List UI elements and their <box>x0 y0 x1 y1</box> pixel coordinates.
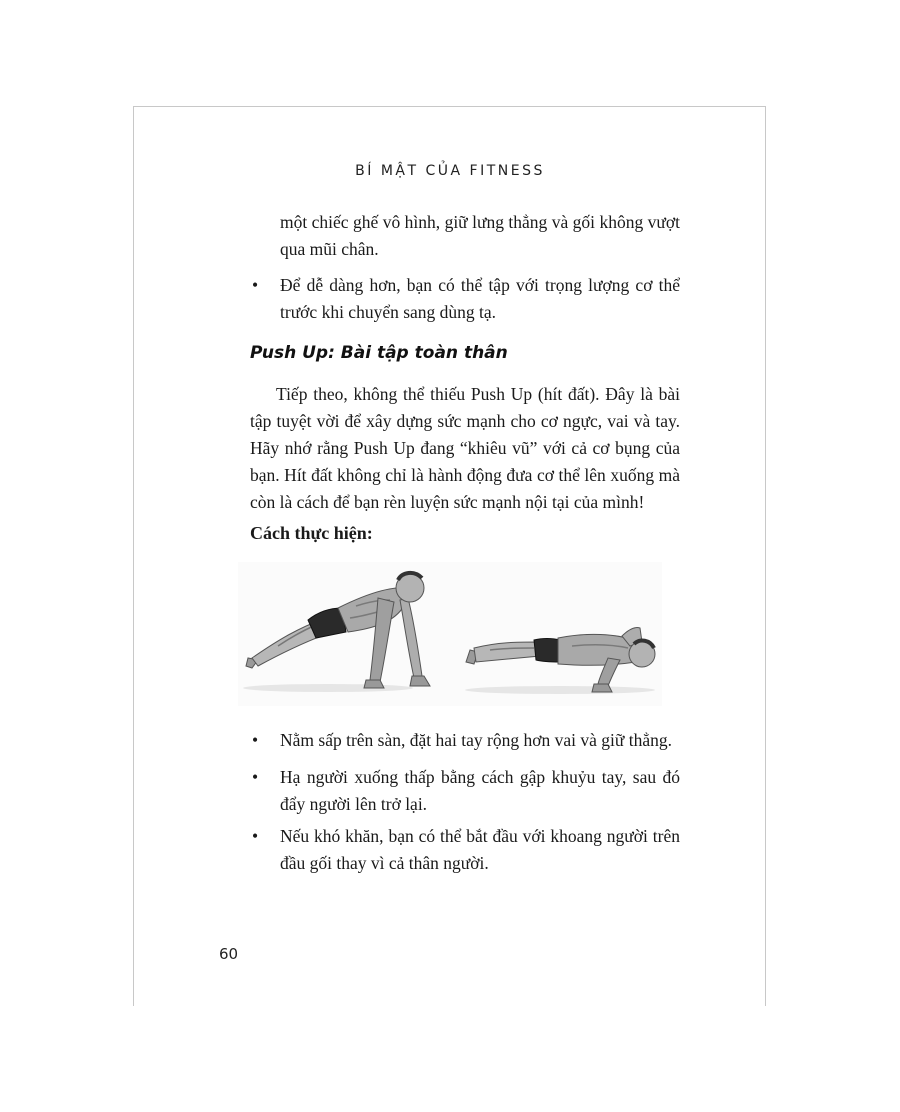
bullet-icon: • <box>252 730 259 750</box>
list-item <box>250 764 680 818</box>
bullet-icon: • <box>252 275 259 295</box>
page-number: 60 <box>219 945 239 963</box>
section-title: Push Up: Bài tập toàn thân <box>250 343 508 363</box>
list-item-text: Để dễ dàng hơn, bạn có thể tập với trọng lượng cơ thể trước khi chuyển sang dùng tạ. <box>280 275 680 322</box>
list-item-text: Nằm sấp trên sàn, đặt hai tay rộng hơn vai và giữ thẳng. <box>280 730 672 750</box>
list-item <box>250 272 680 326</box>
running-title: BÍ MẬT CỦA FITNESS <box>355 163 545 179</box>
subheading: Cách thực hiện: <box>250 523 373 543</box>
section-paragraph: Tiếp theo, không thể thiếu Push Up (hít đất). Đây là bài tập tuyệt vời để xây dựng sức mạnh cho cơ ngực, vai và tay. Hãy nhớ rằng Push Up đang “khiêu vũ” với cả cơ bụng của bạn. Hít đất không chỉ là hành động đưa cơ thể lên xuống mà còn là cách để bạn rèn luyện sức mạnh nội tại của mình! <box>250 384 680 512</box>
list-item-text: Nếu khó khăn, bạn có thể bắt đầu với khoang người trên đầu gối thay vì cả thân người. <box>280 826 680 873</box>
bullet-icon: • <box>252 826 259 846</box>
list-item-text: Hạ người xuống thấp bằng cách gập khuỷu tay, sau đó đẩy người lên trở lại. <box>280 767 680 814</box>
list-item <box>250 823 680 877</box>
continuation-text: một chiếc ghế vô hình, giữ lưng thẳng và gối không vượt qua mũi chân. <box>280 212 680 259</box>
push-up-illustration <box>238 562 662 706</box>
bullet-icon: • <box>252 767 259 787</box>
list-item <box>250 727 680 754</box>
